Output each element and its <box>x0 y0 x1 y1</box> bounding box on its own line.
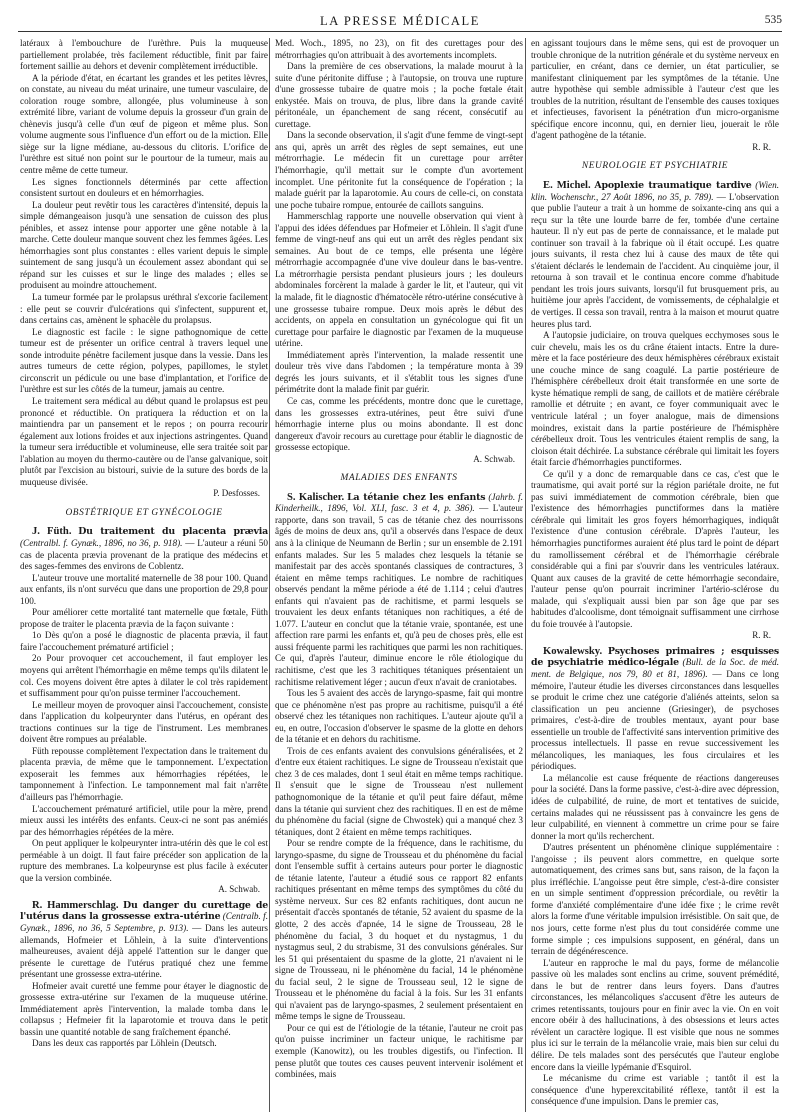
paragraph: Le meilleur moyen de provoquer ainsi l'accouchement, consiste dans l'application du kolpeurynter dans l'utérus, en opérant des tractions continues sur la tige de l'instrument. Les membranes doivent être rompues au préalable. <box>20 699 268 745</box>
paragraph: On peut appliquer le kolpeurynter intra-utérin dès que le col est perméable à un doigt. Il faut faire précéder son application de la rupture des membranes. La kolpeurynse est plus facile à exécuter que la version combinée. <box>20 838 268 883</box>
paragraph: Immédiatement après l'intervention, la malade ressentit une douleur très vive dans l'abdomen ; la température monta à 39 degrés les jours suivants, et il s'établit tous les signes d'une périmétrite dont la malade finit par guérir. <box>275 349 523 395</box>
article-signature: R. R. <box>752 630 771 641</box>
paragraph: Füth repousse complètement l'expectation dans le traitement du placenta prævia, de même que le tamponnement. L'expectation exposerait les femmes aux hémorrhagies répétées, le tamponnement à l'infection. Le tamponnement mal fait n'arrête d'ailleurs pas l'hémorrhagie. <box>20 745 268 802</box>
section-heading: MALADIES DES ENFANTS <box>340 473 458 484</box>
paragraph: Le mécanisme du crime est variable ; tantôt il est la conséquence d'une hyperexcitabilité réflexe, tantôt il est la conséquence d'une impulsion. Dans le premier cas, <box>531 1073 779 1107</box>
paragraph: Pour se rendre compte de la fréquence, dans le rachitisme, du laryngo-spasme, du signe de Trousseau et du phénomène du facial dont l'ensemble suffit à certains auteurs pour porter le diagnostic de tétanie latente, l'auteur a étudié sous ce rapport 82 enfants rachitiques présentant en même temps des symptômes du côté du système nerveux. Sur ces 82 enfants rachitiques, dont aucun ne présentait d'accès spontanés de tétanie, 52 avaient du spasme de la glotte, 2 des accès d'apnée, 14 le signe de Trousseau, 28 le phénomène du facial, 3 du hoquet et du nystagmus, 1 du nystagmus seul, 2 du strabisme, 31 des convulsions générales. Sur les 51 qui présentaient du spasme de la glotte, 21 n'avaient ni le signe de Trousseau, ni le phénomène du facial, 14 le phénomène du facial seul, 2 le signe de Trousseau seul, 12 le signe de Trousseau et le phénomène du facial à la fois. Sur les 31 enfants qui n'avaient pas de laryngo-spasmes, 2 seulement présentaient en même temps le signe de Trousseau. <box>275 838 523 1022</box>
article-text: — Dans ce long mémoire, l'auteur étudie les diverses circonstances dans lesquelles se produit le crime chez une catégorie d'aliénés atteints, selon sa classification un peu ancienne (Griesinger), de psychoses primaires, c'est-à-dire de troubles mentaux, ayant pour base essentielle un trouble de l'affectivité sans intervention primitive des processus intellectuels. Il passe en revue successivement les mélancoliques, les maniaques, les fous circulaires et les périodiques. <box>531 668 779 772</box>
article-author: E. Michel. <box>543 180 591 192</box>
header-rule <box>18 31 782 32</box>
article-title: La tétanie chez les enfants <box>347 491 486 503</box>
column-2 <box>275 38 523 1112</box>
article-signature: R. R. <box>752 141 771 152</box>
paragraph: Tous les 5 avaient des accès de laryngo-spasme, fait qui montre que ce phénomène n'est pas propre au rachitisme, puisqu'il a été observé chez les tétaniques non rachitiques. L'auteur ajoute qu'il a eu, en outre, l'occasion d'observer le spasme de la glotte en dehors de la tétanie et en dehors du rachitisme. <box>275 688 523 745</box>
journal-title: LA PRESSE MÉDICALE <box>319 14 481 28</box>
article-signature: P. Desfosses. <box>213 488 260 499</box>
paragraph: L'auteur en rapproche le mal du pays, forme de mélancolie passive où les malades sont enclins au crime, souvent prémédité, dans le but de rentrer dans leurs foyers. Dans d'autres circonstances, les mélancoliques s'accusent d'être les auteurs de crimes retentissants, toujours pour en finir avec la vie. On en voit encore obéir à des hallucinations, à des obsessions et leurs actes révèlent un caractère logique. Il est visible que nous ne sommes plus ici sur le terrain de la mélancolie vraie, mais bien sur celui du délire. De tels malades sont des persécutés que l'auteur englobe encore dans la vieille lypémanie d'Esquirol. <box>531 957 779 1072</box>
article-title: Psychoses primaires ; esquisses de psychiatrie médico-légale <box>531 645 779 669</box>
paragraph: Dans les deux cas rapportés par Löhlein (Deutsch. <box>32 1038 217 1049</box>
paragraph: L'accouchement prématuré artificiel, utile pour la mère, prend mieux aussi les intérêts des enfants. Ceux-ci ne sont pas anémiés par des hémorrhagies répétées de la mère. <box>20 803 268 837</box>
article-source: (Jahrb. f. Kinderheilk., 1896, Vol. XLI, fasc. 3 et 4, p. 386). <box>275 491 523 514</box>
article-signature: A. Schwab. <box>473 453 515 464</box>
article-source: (Centralbl. f. Gynæk., 1896, no 36, p. 918). <box>20 537 183 548</box>
article-author: R. Hammerschlag. <box>32 899 119 911</box>
paragraph: Trois de ces enfants avaient des convulsions généralisées, et 2 d'entre eux étaient rachitiques. Le signe de Trousseau n'existait que chez 3 de ces malades, dont 1 seul était en même temps rachitique. Il s'ensuit que le signe de Trousseau n'est nullement pathognomonique de la tétanie et qu'il peut faire défaut, même dans la tétanie qui survient chez des rachitiques. Il en est de même du phénomène du facial (signe de Chwostek) qui a manqué chez 3 tétaniques, dont 2 étaient en même temps rachitiques. <box>275 745 523 837</box>
paragraph: Med. Woch., 1895, no 23), on fit des curettages pour des métrorrhagies qu'on attribuait à des avortements incomplets. <box>275 38 523 60</box>
article-text: — L'auteur a réuni 50 cas de placenta prævia provenant de la pratique des médecins et des sages-femmes des environs de Coblentz. <box>20 537 268 572</box>
column-3 <box>531 38 779 1112</box>
column-divider <box>269 38 270 1112</box>
article-title: Du traitement du placenta prævia <box>78 526 268 538</box>
paragraph: Pour améliorer cette mortalité tant maternelle que fœtale, Füth propose de traiter le placenta prævia de la façon suivante : <box>20 607 268 629</box>
paragraph: D'autres présentent un phénomène clinique supplémentaire : l'angoisse ; ils peuvent alors commettre, en quelque sorte automatiquement, des crimes sans but, sans raison, de la façon la plus irréfléchie. L'angoisse peut être simple, c'est-à-dire consister en un simple sentiment d'oppression précordiale, ou revêtir la forme d'anxiété complémentaire d'une idée fixe ; le crime revêt alors la forme d'une véritable impulsion irrésistible. On sait que, de nos jours, cette forme n'est plus du tout considérée comme une forme simple ; ces impulsions supposent, en général, dans un terrain de dégénérescence. <box>531 842 779 957</box>
page-number: 535 <box>764 14 782 26</box>
paragraph: Dans la seconde observation, il s'agit d'une femme de vingt-sept ans qui, après un arrêt des règles de sept semaines, eut une métrorrhagie. Le médecin fit un curettage pour arrêter l'hémorrhagie, qu'il mettait sur le compte d'un avortement incomplet. Une péritonite fut la conséquence de l'opération ; la malade guérit par la laparotomie. Au cours de celle-ci, on constata une poche tubaire rompue, entourée de caillots sanguins. <box>275 130 523 210</box>
paragraph: Le traitement sera médical au début quand le prolapsus est peu prononcé et réductible. On pratiquera la réduction et on la maintiendra par un pansement et le repos ; on pourra recourir également aux lotions froides et aux injections astringentes. Quand la tumeur sera irréductible et volumineuse, elle sera traitée soit par l'ablation au moyen du thermo-cautère ou de l'anse galvanique, soit plutôt par l'excision au bistouri, suivie de la suture des bords de la muqueuse divisée. <box>20 395 268 487</box>
paragraph: Ce cas, comme les précédents, montre donc que le curettage, dans les grossesses extra-utérines, peut être suivi d'une hémorrhagie interne plus ou moins abondante. Il est donc dangereux d'avoir recours au curettage pour établir le diagnostic de grossesse ectopique. <box>275 395 523 453</box>
column-divider <box>525 38 526 1112</box>
paragraph: Ce qu'il y a donc de remarquable dans ce cas, c'est que le traumatisme, qui avait porté sur la région pariétale droite, ne fut pas suivi immédiatement de commotion cérébrale, bien que l'existence des hémorrhagies punctiformes dans la matière cérébrale qui limitait les gros foyers hémorrhagiques, indiquât l'existence d'une contusion cérébrale. D'après l'auteur, les hémorrhagies punctiformes auraient été plus tard le point de départ du ramollissement cérébral et de l'hémorrhagie cérébrale considérable qui a fini par s'ouvrir dans les ventricules latéraux. Quant aux causes de la gravité de cette hémorrhagie secondaire, l'auteur pense qu'on pourrait incriminer l'artério-sclérose du malade, qui s'expliquait aussi bien par son âge que par ses habitudes d'alcoolisme, dont témoignait suffisamment une cirrhose du foie trouvée à l'autopsie. <box>531 468 779 629</box>
article-lead <box>20 900 268 981</box>
article-lead <box>531 180 779 330</box>
article-author: S. Kalischer. <box>287 491 345 503</box>
paragraph: Hammerschlag rapporte une nouvelle observation qui vient à l'appui des idées défendues par Hofmeier et Löhlein. Il s'agit d'une femme de vingt-neuf ans qui eut un arrêt des règles pendant six semaines. Au bout de ce temps, elle présenta une légère métrorrhagie accompagnée d'une vive douleur dans le bas-ventre. La métrorrhagie persista pendant plusieurs jours ; les douleurs abdominales forcèrent la malade à garder le lit, et l'auteur, qui vit la malade, fit le diagnostic d'hématocèle rétro-utérine consécutive à une grossesse tubaire rompue. Deux mois après le début des accidents, on appela en consultation un gynécologue qui fit un curettage pour parfaire le diagnostic par l'examen de la muqueuse utérine. <box>275 211 523 349</box>
paragraph: Dans la première de ces observations, la malade mourut à la suite d'une péritonite diffuse ; à l'autopsie, on trouva une rupture d'une grossesse tubaire de quatre mois ; la poche fœtale était enkystée. Mais on trouva, de plus, libre dans la grande cavité péritonéale, un épanchement de sang récent, consécutif au curettage. <box>275 61 523 129</box>
article-title: Apoplexie traumatique tardive <box>594 180 752 192</box>
article-author: J. Füth. <box>32 526 72 538</box>
paragraph: A l'autopsie judiciaire, on trouva quelques ecchymoses sous le cuir chevelu, mais les os du crâne étaient intacts. Entre la dure-mère et la face postérieure des deux hémisphères cérébraux existait une couche mince de sang coagulé. La partie postérieure de l'hémisphère cérébelleux droit était transformée en une sorte de kyste hématique rempli de sang, de caillots et de matière cérébrale ramollie et détruite ; en avant, ce foyer communiquait avec le ventricule latéral ; un foyer analogue, mais de dimensions moindres, existait dans la partie postérieure de l'hémisphère cérébelleux droit. Tous les ventricules étaient remplis de sang, la cloison était déchirée. La substance cérébrale qui limitait les foyers était farcie d'hémorrhagies punctiformes. <box>531 330 779 468</box>
article-signature: A. Schwab. <box>218 884 260 895</box>
article-source: (Bull. de la Soc. de méd. ment. de Belgique, nos 79, 80 et 81, 1896). <box>531 657 779 679</box>
paragraph: Pour ce qui est de l'étiologie de la tétanie, l'auteur ne croit pas qu'on puisse incriminer un facteur unique, le rachitisme par exemple (Kanowitz), ou les troubles digestifs, ou l'infection. Il pense plutôt que toutes ces causes peuvent intervenir isolément et combinées, mais <box>275 1022 523 1080</box>
article-text: — Dans les auteurs allemands, Hofmeier et Löhlein, à la suite d'interventions malheureuses, avaient déjà appelé l'attention sur le danger que présente le curettage de l'utérus pratiqué chez une femme présentant une grossesse extra-utérine. <box>20 923 268 980</box>
article-text: — L'observation que publie l'auteur a trait à un homme de soixante-cinq ans qui a reçu sur la tête une lourde barre de fer, tombée d'une certaine hauteur. Il n'y eut pas de perte de connaissance, et le malade put continuer son travail à la fabrique où il était occupé. Les quatre jours suivants, il resta chez lui à cause des maux de tête qui s'étaient déclarés le lendemain de l'accident. Au cinquième jour, il retourna à son travail et le continua encore comme d'habitude pendant les trois jours suivants, lorsqu'il fut brusquement pris, au huitième jour après l'accident, de vomissements, de céphalalgie et de vertiges. Il cessa son travail, rentra à la maison et mourut quatre heures plus tard. <box>531 191 779 329</box>
paragraph: en agissant toujours dans le même sens, qui est de provoquer un trouble chronique de la nutrition générale et du système nerveux en particulier, en créant, dans ce dernier, un état particulier, se manifestant cliniquement par les symptômes de la tétanie. Une autre hypothèse qui semble admissible à l'auteur c'est que les troubles de la nutrition, résultant de l'ensemble des causes toxiques et infectieuses, favorisent la pénétration d'un micro-organisme spécifique encore inconnu, qui, en dernier lieu, jouerait le rôle d'agent pathogène de la tétanie. <box>531 38 779 141</box>
article-lead <box>531 646 779 773</box>
article-text: — L'auteur rapporte, dans son travail, 5 cas de tétanie chez des nourrissons âgés de moins de deux ans, qu'il a observés dans l'espace de deux ans à la clinique de Neumann de Berlin ; sur un ensemble de 2.191 enfants malades. Sur les 5 malades chez lesquels la tétanie se manifestait par des accès spontanés classiques de contractures, 3 étaient en même temps rachitiques. Le nombre de rachitiques observés pendant la même période a été de 1.114 ; celui d'autres enfants qui n'avaient pas de rachitisme, et parmi lesquels se trouvaient les deux enfants tétaniques non rachitiques, a été de 1.077. L'auteur en conclut que la tétanie vraie, spontanée, est une affection rare parmi les enfants et, qu'à peu de choses près, elle est aussi fréquente parmi les rachitiques que parmi les non rachitiques. Ce qui, d'après l'auteur, diminue encore le rôle étiologique du rachitisme, c'est que les 3 rachitiques tétaniques présentaient un rachitisme relativement léger ; aucun d'eux n'avait de craniotabes. <box>275 503 523 687</box>
paragraph: A la période d'état, en écartant les grandes et les petites lèvres, on constate, au niveau du méat urinaire, une tumeur vasculaire, de coloration rouge sombre, allongée, plus volumineuse à son extrémité libre, variant de volume depuis la grosseur d'un grain de chènevis jusqu'à celle d'un œuf de pigeon et même plus. Son volume augmente sous l'influence d'un effort ou de la miction. Elle siège sur la ligne médiane, au-dessous du clitoris. L'orifice de l'urèthre est situé non point sur le pourtour de la tumeur, mais au centre même de cette tumeur. <box>20 72 268 176</box>
paragraph: L'auteur trouve une mortalité maternelle de 38 pour 100. Quand aux enfants, ils n'ont survécu que dans une proportion de 29,8 pour 100. <box>20 572 268 606</box>
section-heading: OBSTÉTRIQUE ET GYNÉCOLOGIE <box>65 507 223 518</box>
section-heading: NEUROLOGIE ET PSYCHIATRIE <box>581 161 729 172</box>
article-author: Kowalewsky. <box>543 645 603 657</box>
paragraph: latéraux à l'embouchure de l'urèthre. Puis la muqueuse partiellement prolabée, très facilement réductible, finit par faire fortement saillie au dehors et devenir complètement irréductible. <box>20 38 268 72</box>
paragraph: La douleur peut revêtir tous les caractères d'intensité, depuis la simple démangeaison jusqu'à une sensation de cuisson des plus pénibles, et assez intense pour apporter une gêne notable à la marche. Cette douleur manque souvent chez les femmes âgées. Les hémorrhagies sont plus constantes : elles varient depuis le simple suintement de sang jusqu'à un écoulement assez abondant qui se répand sur les cuisses et sur le linge des malades ; elles se produisent au moindre attouchement. <box>20 199 268 291</box>
paragraph: Hofmeier avait curetté une femme pour étayer le diagnostic de grossesse extra-utérine sur l'examen de la muqueuse utérine. Immédiatement après l'intervention, la malade tomba dans le collapsus ; Hefmeier fit la laparotomie et trouva dans le petit bassin une quantité notable de sang fraîchement épanché. <box>20 980 268 1037</box>
paragraph: 1o Dès qu'on a posé le diagnostic de placenta prævia, il faut faire l'accouchement prématuré artificiel ; <box>20 630 268 652</box>
paragraph: Les signes fonctionnels déterminés par cette affection consistent surtout en douleurs et en hémorrhagies. <box>20 176 268 199</box>
column-1 <box>20 38 268 1112</box>
article-source: (Wien. klin. Wochenschr., 27 Août 1896, no 35, p. 789). <box>531 180 779 202</box>
paragraph: 2o Pour provoquer cet accouchement, il faut employer les moyens qui arrêtent l'hémorrhagie en même temps qu'ils dilatent le col. Ces moyens doivent être aptes à dilater le col très rapidement et suffisamment pour qu'on puisse terminer l'accouchement. <box>20 653 268 699</box>
paragraph: Le diagnostic est facile : le signe pathognomique de cette tumeur est de présenter un orifice central à travers lequel une sonde introduite pénètre facilement jusque dans la vessie. Dans les autres tumeurs de cette région, polypes, papillomes, le stylet circonscrit un pédicule ou une base d'implantation, et l'orifice de l'urèthre est sur les côtés de la tumeur, jamais au centre. <box>20 326 268 395</box>
article-lead <box>275 492 523 688</box>
running-header <box>18 14 782 30</box>
article-lead <box>20 526 268 572</box>
paragraph: La mélancolie est cause fréquente de réactions dangereuses pour la société. Dans la forme passive, c'est-à-dire avec dépression, idées de culpabilité, de ruine, de mort et tentatives de suicide, certains malades qui ne réussissent pas à convaincre les gens de leur culpabilité, en viennent à commettre un crime pour se faire donner la mort qu'ils recherchent. <box>531 772 779 841</box>
paragraph: La tumeur formée par le prolapsus uréthral s'excorie facilement : elle peut se couvrir d'ulcérations qui s'infectent, suppurent et, dans certains cas, amènent le sphacèle du prolapsus. <box>20 292 268 326</box>
article-title: Du danger du curettage de l'utérus dans la grossesse extra-utérine <box>20 899 268 923</box>
article-source: (Centralb. f. Gynæk., 1896, no 36, 5 Septembre, p. 913). <box>20 911 268 934</box>
